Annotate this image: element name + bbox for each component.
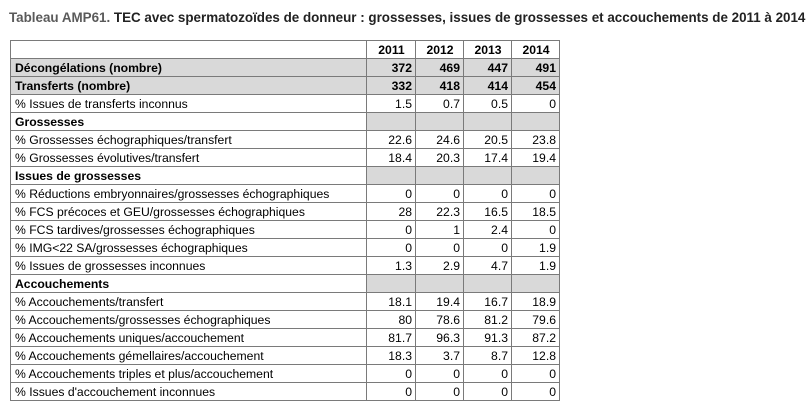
value-cell: 12.8 xyxy=(512,347,560,365)
table-row xyxy=(11,131,560,149)
value-cell: 18.5 xyxy=(512,203,560,221)
row-label: % FCS précoces et GEU/grossesses échographiques xyxy=(11,203,367,221)
row-label: Décongélations (nombre) xyxy=(11,59,367,77)
table-row xyxy=(11,149,560,167)
value-cell: 16.7 xyxy=(464,293,512,311)
value-cell: 19.4 xyxy=(416,293,464,311)
value-cell: 0 xyxy=(367,185,416,203)
value-cell: 1.5 xyxy=(367,95,416,113)
row-label: % Accouchements triples et plus/accouchement xyxy=(11,365,367,383)
row-label: % Issues de transferts inconnus xyxy=(11,95,367,113)
table-row xyxy=(11,239,560,257)
value-cell: 18.1 xyxy=(367,293,416,311)
value-cell: 1.9 xyxy=(512,257,560,275)
section-row xyxy=(11,275,560,293)
value-cell: 78.6 xyxy=(416,311,464,329)
value-cell: 4.7 xyxy=(464,257,512,275)
value-cell: 0.5 xyxy=(464,95,512,113)
section-blank-cell xyxy=(512,113,560,131)
table-row xyxy=(11,329,560,347)
table-row xyxy=(11,257,560,275)
table-row xyxy=(11,221,560,239)
value-cell: 79.6 xyxy=(512,311,560,329)
data-table xyxy=(10,40,560,401)
section-blank-cell xyxy=(512,167,560,185)
section-blank-cell xyxy=(367,167,416,185)
value-cell: 0 xyxy=(512,185,560,203)
column-header: 2014 xyxy=(512,41,560,59)
table-row xyxy=(11,347,560,365)
row-label: % Issues de grossesses inconnues xyxy=(11,257,367,275)
row-label: % IMG<22 SA/grossesses échographiques xyxy=(11,239,367,257)
table-caption: TEC avec spermatozoïdes de donneur : grossesses, issues de grossesses et accouchements de 2011 à 2014 xyxy=(110,10,806,25)
value-cell: 0.7 xyxy=(416,95,464,113)
section-blank-cell xyxy=(367,275,416,293)
section-row xyxy=(11,167,560,185)
value-cell: 81.2 xyxy=(464,311,512,329)
value-cell: 0 xyxy=(512,95,560,113)
table-row xyxy=(11,203,560,221)
table-row xyxy=(11,95,560,113)
section-blank-cell xyxy=(416,113,464,131)
header-row xyxy=(11,41,560,59)
value-cell: 372 xyxy=(367,59,416,77)
value-cell: 0 xyxy=(416,185,464,203)
value-cell: 469 xyxy=(416,59,464,77)
value-cell: 0 xyxy=(512,383,560,401)
row-label: % Accouchements gémellaires/accouchement xyxy=(11,347,367,365)
value-cell: 20.3 xyxy=(416,149,464,167)
row-label: % Grossesses échographiques/transfert xyxy=(11,131,367,149)
value-cell: 22.3 xyxy=(416,203,464,221)
value-cell: 0 xyxy=(416,383,464,401)
table-title xyxy=(9,10,805,25)
section-blank-cell xyxy=(464,275,512,293)
table-row xyxy=(11,77,560,95)
value-cell: 18.3 xyxy=(367,347,416,365)
column-header: 2012 xyxy=(416,41,464,59)
header-corner xyxy=(11,41,367,59)
value-cell: 1.3 xyxy=(367,257,416,275)
value-cell: 80 xyxy=(367,311,416,329)
value-cell: 1.9 xyxy=(512,239,560,257)
value-cell: 491 xyxy=(512,59,560,77)
section-row xyxy=(11,113,560,131)
value-cell: 0 xyxy=(512,221,560,239)
value-cell: 0 xyxy=(367,221,416,239)
table-code: Tableau AMP61. xyxy=(9,10,111,25)
section-blank-cell xyxy=(416,167,464,185)
value-cell: 0 xyxy=(512,365,560,383)
value-cell: 19.4 xyxy=(512,149,560,167)
row-label: Transferts (nombre) xyxy=(11,77,367,95)
value-cell: 0 xyxy=(416,239,464,257)
value-cell: 0 xyxy=(464,239,512,257)
section-label: Grossesses xyxy=(11,113,367,131)
row-label: % Accouchements/grossesses échographiques xyxy=(11,311,367,329)
value-cell: 91.3 xyxy=(464,329,512,347)
table-row xyxy=(11,59,560,77)
value-cell: 454 xyxy=(512,77,560,95)
value-cell: 0 xyxy=(367,365,416,383)
value-cell: 0 xyxy=(367,239,416,257)
section-label: Accouchements xyxy=(11,275,367,293)
value-cell: 87.2 xyxy=(512,329,560,347)
table-body xyxy=(11,59,560,401)
value-cell: 0 xyxy=(416,365,464,383)
value-cell: 28 xyxy=(367,203,416,221)
value-cell: 20.5 xyxy=(464,131,512,149)
table-row xyxy=(11,311,560,329)
table-row xyxy=(11,293,560,311)
section-label: Issues de grossesses xyxy=(11,167,367,185)
value-cell: 24.6 xyxy=(416,131,464,149)
column-header: 2013 xyxy=(464,41,512,59)
column-header: 2011 xyxy=(367,41,416,59)
section-blank-cell xyxy=(367,113,416,131)
section-blank-cell xyxy=(464,113,512,131)
value-cell: 23.8 xyxy=(512,131,560,149)
value-cell: 2.9 xyxy=(416,257,464,275)
row-label: % Grossesses évolutives/transfert xyxy=(11,149,367,167)
value-cell: 447 xyxy=(464,59,512,77)
value-cell: 17.4 xyxy=(464,149,512,167)
value-cell: 18.4 xyxy=(367,149,416,167)
value-cell: 0 xyxy=(367,383,416,401)
value-cell: 3.7 xyxy=(416,347,464,365)
section-blank-cell xyxy=(416,275,464,293)
value-cell: 414 xyxy=(464,77,512,95)
row-label: % Réductions embryonnaires/grossesses échographiques xyxy=(11,185,367,203)
value-cell: 0 xyxy=(464,383,512,401)
row-label: % FCS tardives/grossesses échographiques xyxy=(11,221,367,239)
value-cell: 1 xyxy=(416,221,464,239)
value-cell: 332 xyxy=(367,77,416,95)
table-row xyxy=(11,383,560,401)
value-cell: 8.7 xyxy=(464,347,512,365)
table-row xyxy=(11,185,560,203)
row-label: % Issues d'accouchement inconnues xyxy=(11,383,367,401)
table-row xyxy=(11,365,560,383)
value-cell: 16.5 xyxy=(464,203,512,221)
value-cell: 81.7 xyxy=(367,329,416,347)
row-label: % Accouchements/transfert xyxy=(11,293,367,311)
value-cell: 418 xyxy=(416,77,464,95)
row-label: % Accouchements uniques/accouchement xyxy=(11,329,367,347)
value-cell: 18.9 xyxy=(512,293,560,311)
section-blank-cell xyxy=(512,275,560,293)
value-cell: 96.3 xyxy=(416,329,464,347)
value-cell: 22.6 xyxy=(367,131,416,149)
section-blank-cell xyxy=(464,167,512,185)
value-cell: 2.4 xyxy=(464,221,512,239)
value-cell: 0 xyxy=(464,185,512,203)
value-cell: 0 xyxy=(464,365,512,383)
